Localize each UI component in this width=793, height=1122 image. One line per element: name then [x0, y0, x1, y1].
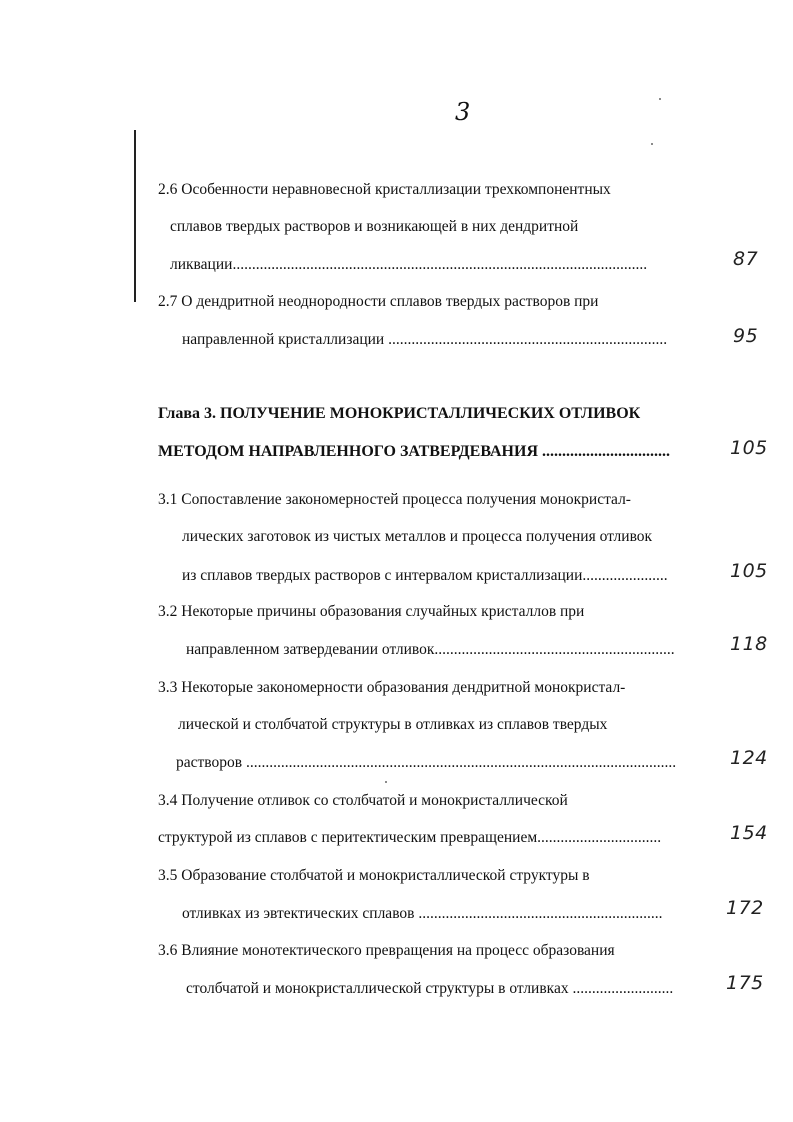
toc-line: 3.3 Некоторые закономерности образования дендритной монокристал-	[158, 679, 626, 696]
toc-page-number: 105	[730, 560, 768, 582]
toc-line: из сплавов твердых растворов с интервалом кристаллизации......................	[182, 567, 668, 584]
toc-line: 3.5 Образование столбчатой и монокристаллической структуры в	[158, 867, 590, 884]
toc-page-number: 118	[730, 633, 768, 655]
toc-line: отливках из эвтектических сплавов ...............................................................	[182, 905, 663, 922]
toc-page-number: 87	[733, 248, 759, 270]
toc-line: структурой из сплавов с перитектическим превращением................................	[158, 829, 662, 846]
toc-page-number: 105	[730, 437, 768, 459]
toc-page-number: 172	[726, 897, 764, 919]
margin-line	[134, 130, 136, 302]
toc-line: лической и столбчатой структуры в отливках из сплавов твердых	[178, 716, 608, 733]
toc-line: столбчатой и монокристаллической структуры в отливках ..........................	[186, 980, 674, 997]
scan-speck	[651, 143, 653, 145]
toc-page-number: 95	[733, 325, 759, 347]
chapter-title: Глава 3. ПОЛУЧЕНИЕ МОНОКРИСТАЛЛИЧЕСКИХ ОТЛИВОК	[158, 405, 641, 422]
toc-line: 3.6 Влияние монотектического превращения на процесс образования	[158, 942, 615, 959]
toc-line: 3.2 Некоторые причины образования случайных кристаллов при	[158, 603, 585, 620]
toc-line: 3.4 Получение отливок со столбчатой и монокристаллической	[158, 792, 568, 809]
toc-line: растворов ...............................................................................................................	[176, 754, 677, 771]
toc-line: сплавов твердых растворов и возникающей в них дендритной	[170, 218, 579, 235]
scan-speck	[385, 781, 387, 783]
page-number: 3	[455, 98, 471, 126]
chapter-title: МЕТОДОМ НАПРАВЛЕННОГО ЗАТВЕРДЕВАНИЯ ................................	[158, 443, 670, 460]
toc-line: 2.7 О дендритной неоднородности сплавов твердых растворов при	[158, 293, 599, 310]
toc-line: 3.1 Сопоставление закономерностей процесса получения монокристал-	[158, 491, 631, 508]
toc-page-number: 124	[730, 747, 768, 769]
toc-line: ликвации...........................................................................................................	[170, 256, 648, 273]
toc-line: направленной кристаллизации ........................................................................	[182, 331, 668, 348]
scan-speck	[659, 98, 661, 100]
toc-line: лических заготовок из чистых металлов и процесса получения отливок	[182, 528, 653, 545]
toc-page-number: 154	[730, 822, 768, 844]
toc-line: направленном затвердевании отливок..............................................................	[186, 641, 675, 658]
toc-page-number: 175	[726, 972, 764, 994]
toc-line: 2.6 Особенности неравновесной кристаллизации трехкомпонентных	[158, 181, 611, 198]
